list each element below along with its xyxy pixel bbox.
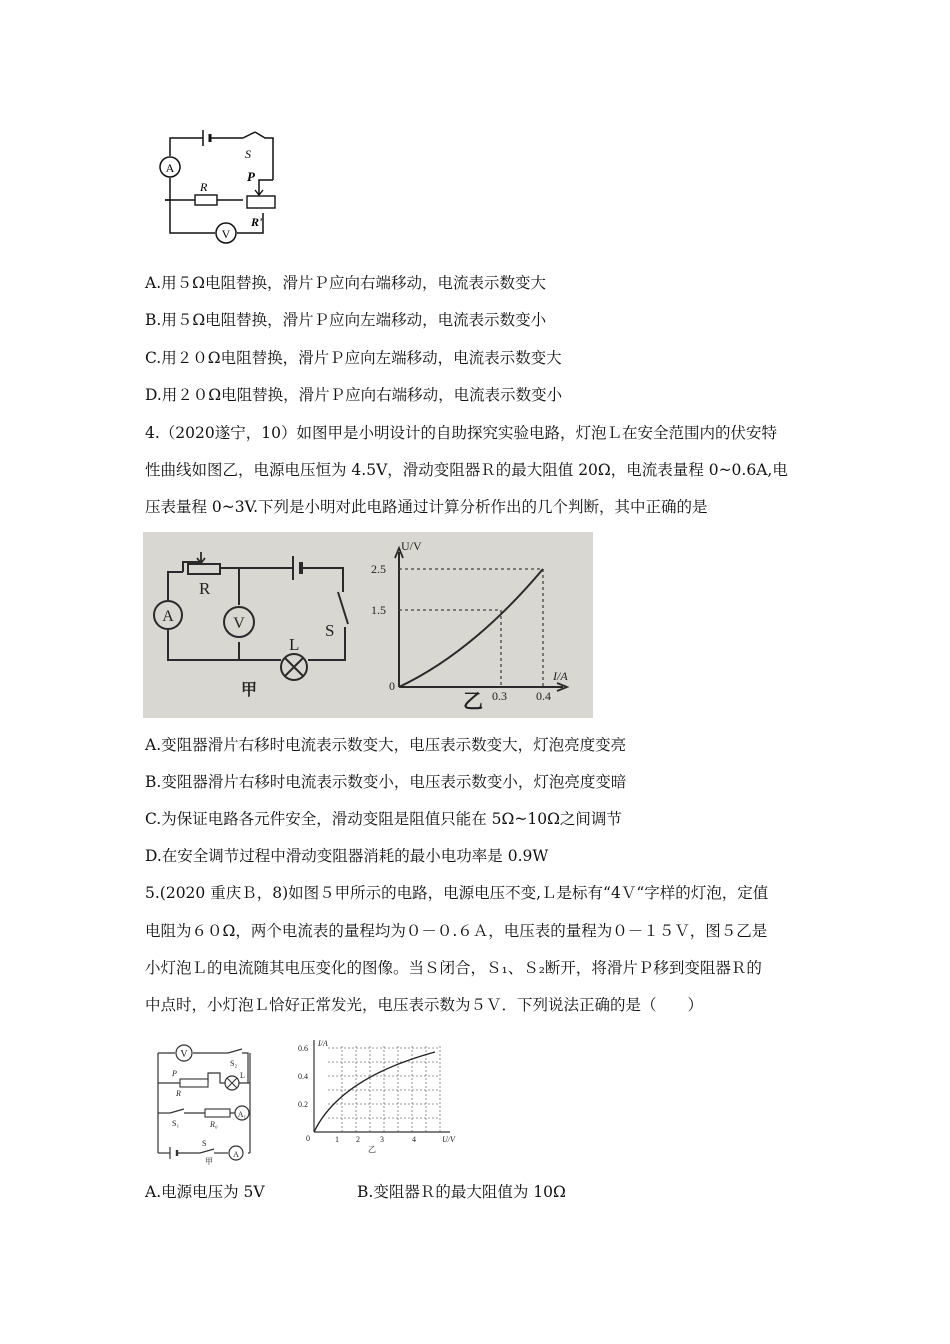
q5-figure-jia-caption: 甲 [205,1157,213,1166]
q5-xtick-1: 1 [335,1135,339,1144]
q5-figure-yi-caption: 乙 [368,1145,376,1154]
q5-stem-line-4: 中点时，小灯泡Ｌ恰好正常发光，电压表示数为５Ｖ．下列说法正确的是（ ） [145,996,704,1014]
q4-lamp-label: L [289,635,300,654]
q5-graph-ylabel: I/A [318,1039,328,1048]
ammeter-label: A [165,161,175,175]
q4-ytick-1.5: 1.5 [371,603,386,617]
q5-ytick-0.4: 0.4 [298,1072,308,1081]
q4-graph-origin: 0 [389,679,395,693]
switch-label: S [245,147,251,161]
q4-figure-yi-caption: 乙 [463,691,483,713]
q5-option-a: A.电源电压为 5V [145,1183,265,1201]
q5-stem-line-2: 电阻为６０Ω，两个电流表的量程均为０－０.６Ａ，电压表的量程为０－１５Ｖ，图５乙是 [145,922,768,940]
q5-xtick-4: 4 [412,1135,416,1144]
q5-stem-line-3: 小灯泡Ｌ的电流随其电压变化的图像。当Ｓ闭合，Ｓ₁、Ｓ₂断开，将滑片Ｐ移到变阻器Ｒ的 [145,959,762,977]
q5-xtick-2: 2 [356,1135,360,1144]
rheostat-label: R' [251,215,263,229]
q4-ytick-2.5: 2.5 [371,562,386,576]
q5-ammeter1-label: A₁ [237,1110,247,1119]
q4-voltmeter-label: V [233,615,245,632]
q4-switch-label: S [325,621,335,640]
q3-option-b: B.用５Ω电阻替换，滑片Ｐ应向左端移动，电流表示数变小 [145,311,547,329]
q3-option-a: A.用５Ω电阻替换，滑片Ｐ应向右端移动，电流表示数变大 [145,274,546,292]
q4-option-a: A.变阻器滑片右移时电流表示数变大，电压表示数变大，灯泡亮度变亮 [145,736,627,754]
q4-resistor-label: R [199,579,211,598]
q4-option-c: C.为保证电路各元件安全，滑动变阻是阻值只能在 5Ω~10Ω之间调节 [145,810,622,828]
q5-lamp-label: L [240,1071,245,1080]
slider-label: P [247,169,255,184]
q4-stem-line-3: 压表量程 0~3V.下列是小明对此电路通过计算分析作出的几个判断，其中正确的是 [145,498,708,516]
resistor-label: R [200,180,208,194]
q4-stem-line-2: 性曲线如图乙，电源电压恒为 4.5V，滑动变阻器Ｒ的最大阻值 20Ω，电流表量程 0~0.6A,电 [145,461,788,479]
q4-xtick-0.3: 0.3 [492,689,507,703]
q5-xtick-3: 3 [380,1135,384,1144]
q4-figure-jia-caption: 甲 [241,682,258,699]
q5-graph-xlabel: U/V [442,1135,455,1144]
q5-ytick-0.2: 0.2 [298,1100,308,1109]
q5-switch2-label: S₂ [230,1059,238,1068]
q5-option-b: B.变阻器Ｒ的最大阻值为 10Ω [357,1183,566,1201]
q4-stem-line-1: 4.（2020遂宁，10）如图甲是小明设计的自助探究实验电路，灯泡Ｌ在安全范围内的伏安特 [145,424,777,442]
q3-option-d: D.用２０Ω电阻替换，滑片Ｐ应向右端移动，电流表示数变小 [145,386,563,404]
q4-ammeter-label: A [162,608,174,625]
circuit-and-graph-figure-q4 [143,532,593,718]
q5-ammeter2-label: A [233,1150,239,1159]
voltmeter-label: V [221,227,231,241]
q5-voltmeter-label: V [180,1049,188,1060]
q3-option-c: C.用２０Ω电阻替换，滑片Ｐ应向左端移动，电流表示数变大 [145,349,562,367]
q5-slider-label: P [172,1069,177,1078]
q4-graph-ylabel: U/V [401,539,422,553]
q4-option-b: B.变阻器滑片右移时电流表示数变小，电压表示数变小，灯泡亮度变暗 [145,773,627,791]
q5-switch1-label: S₁ [172,1119,180,1128]
q4-option-d: D.在安全调节过程中滑动变阻器消耗的最小电功率是 0.9W [145,847,549,865]
circuit-figure-q3 [155,128,285,243]
q4-xtick-0.4: 0.4 [536,689,551,703]
circuit-and-graph-figure-q5 [150,1038,460,1166]
q5-switch-label: S [202,1139,207,1148]
q5-rheostat-label: R [176,1089,181,1098]
q5-ytick-0.6: 0.6 [298,1044,308,1053]
q5-stem-line-1: 5.(2020 重庆Ｂ，8)如图５甲所示的电路，电源电压不变,Ｌ是标有“4Ｖ“字样的灯泡，定值 [145,884,769,902]
q5-r0-label: R₀ [210,1120,218,1129]
q5-graph-origin: 0 [306,1134,310,1143]
q4-graph-xlabel: I/A [553,669,568,683]
